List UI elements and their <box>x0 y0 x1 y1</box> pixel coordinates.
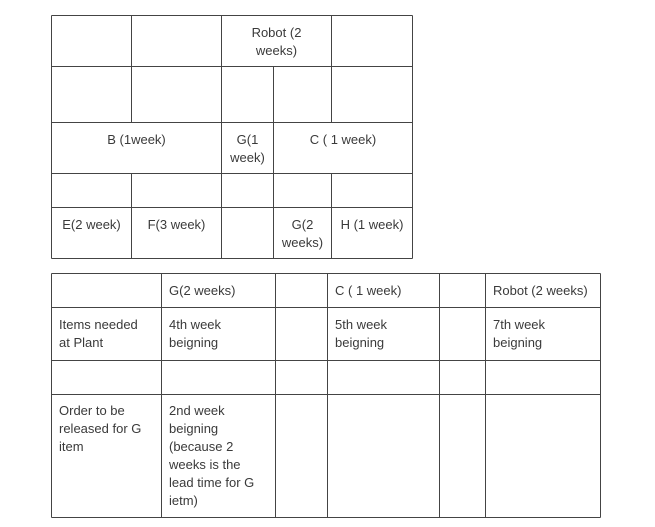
tree-node-robot-line2: weeks) <box>255 43 298 58</box>
tree-node-h: H (1 week) <box>340 217 404 232</box>
order-release-label-line3: item <box>59 439 84 454</box>
items-needed-c <box>335 316 387 352</box>
tree-node-g2 <box>274 216 331 252</box>
items-needed-g-line2: beigning <box>169 335 219 350</box>
items-needed-label-line1: Items needed <box>59 317 138 332</box>
header-robot: Robot (2 weeks) <box>493 283 588 298</box>
tree-node-c: C ( 1 week) <box>309 132 377 147</box>
tree-node-f: F(3 week) <box>147 217 206 232</box>
order-release-g-line5: lead time for G <box>169 475 255 490</box>
header-c: C ( 1 week) <box>335 283 402 298</box>
row-label-items-needed <box>59 316 138 352</box>
tree-node-g2-line1: G(2 <box>291 217 314 232</box>
order-release-label-line1: Order to be <box>59 403 125 418</box>
items-needed-robot <box>493 316 545 352</box>
items-needed-label-line2: at Plant <box>59 335 104 350</box>
order-release-g <box>169 402 254 510</box>
items-needed-robot-line2: beigning <box>493 335 543 350</box>
row-label-order-release <box>59 402 141 456</box>
items-needed-c-line1: 5th week <box>335 317 388 332</box>
tree-node-g1-line2: week) <box>230 150 265 165</box>
items-needed-robot-line1: 7th week <box>493 317 546 332</box>
order-release-g-line6: ietm) <box>169 493 198 508</box>
order-release-label-line2: released for G <box>59 421 142 436</box>
items-needed-g-line1: 4th week <box>169 317 222 332</box>
items-needed-g <box>169 316 221 352</box>
items-needed-c-line2: beigning <box>335 335 385 350</box>
tree-node-b: B (1week) <box>107 132 166 147</box>
tree-node-g2-line2: weeks) <box>281 235 324 250</box>
tree-node-g1-line1: G(1 <box>236 132 259 147</box>
order-release-g-line1: 2nd week <box>169 403 225 418</box>
order-release-g-line4: weeks is the <box>169 457 241 472</box>
tree-node-g1 <box>222 131 273 167</box>
order-release-g-line2: beigning <box>169 421 219 436</box>
order-release-g-line3: (because 2 <box>169 439 234 454</box>
tree-node-robot-line1: Robot (2 <box>251 25 302 40</box>
header-g: G(2 weeks) <box>169 283 236 298</box>
tree-node-robot <box>222 24 331 60</box>
tree-node-e: E(2 week) <box>62 217 121 232</box>
